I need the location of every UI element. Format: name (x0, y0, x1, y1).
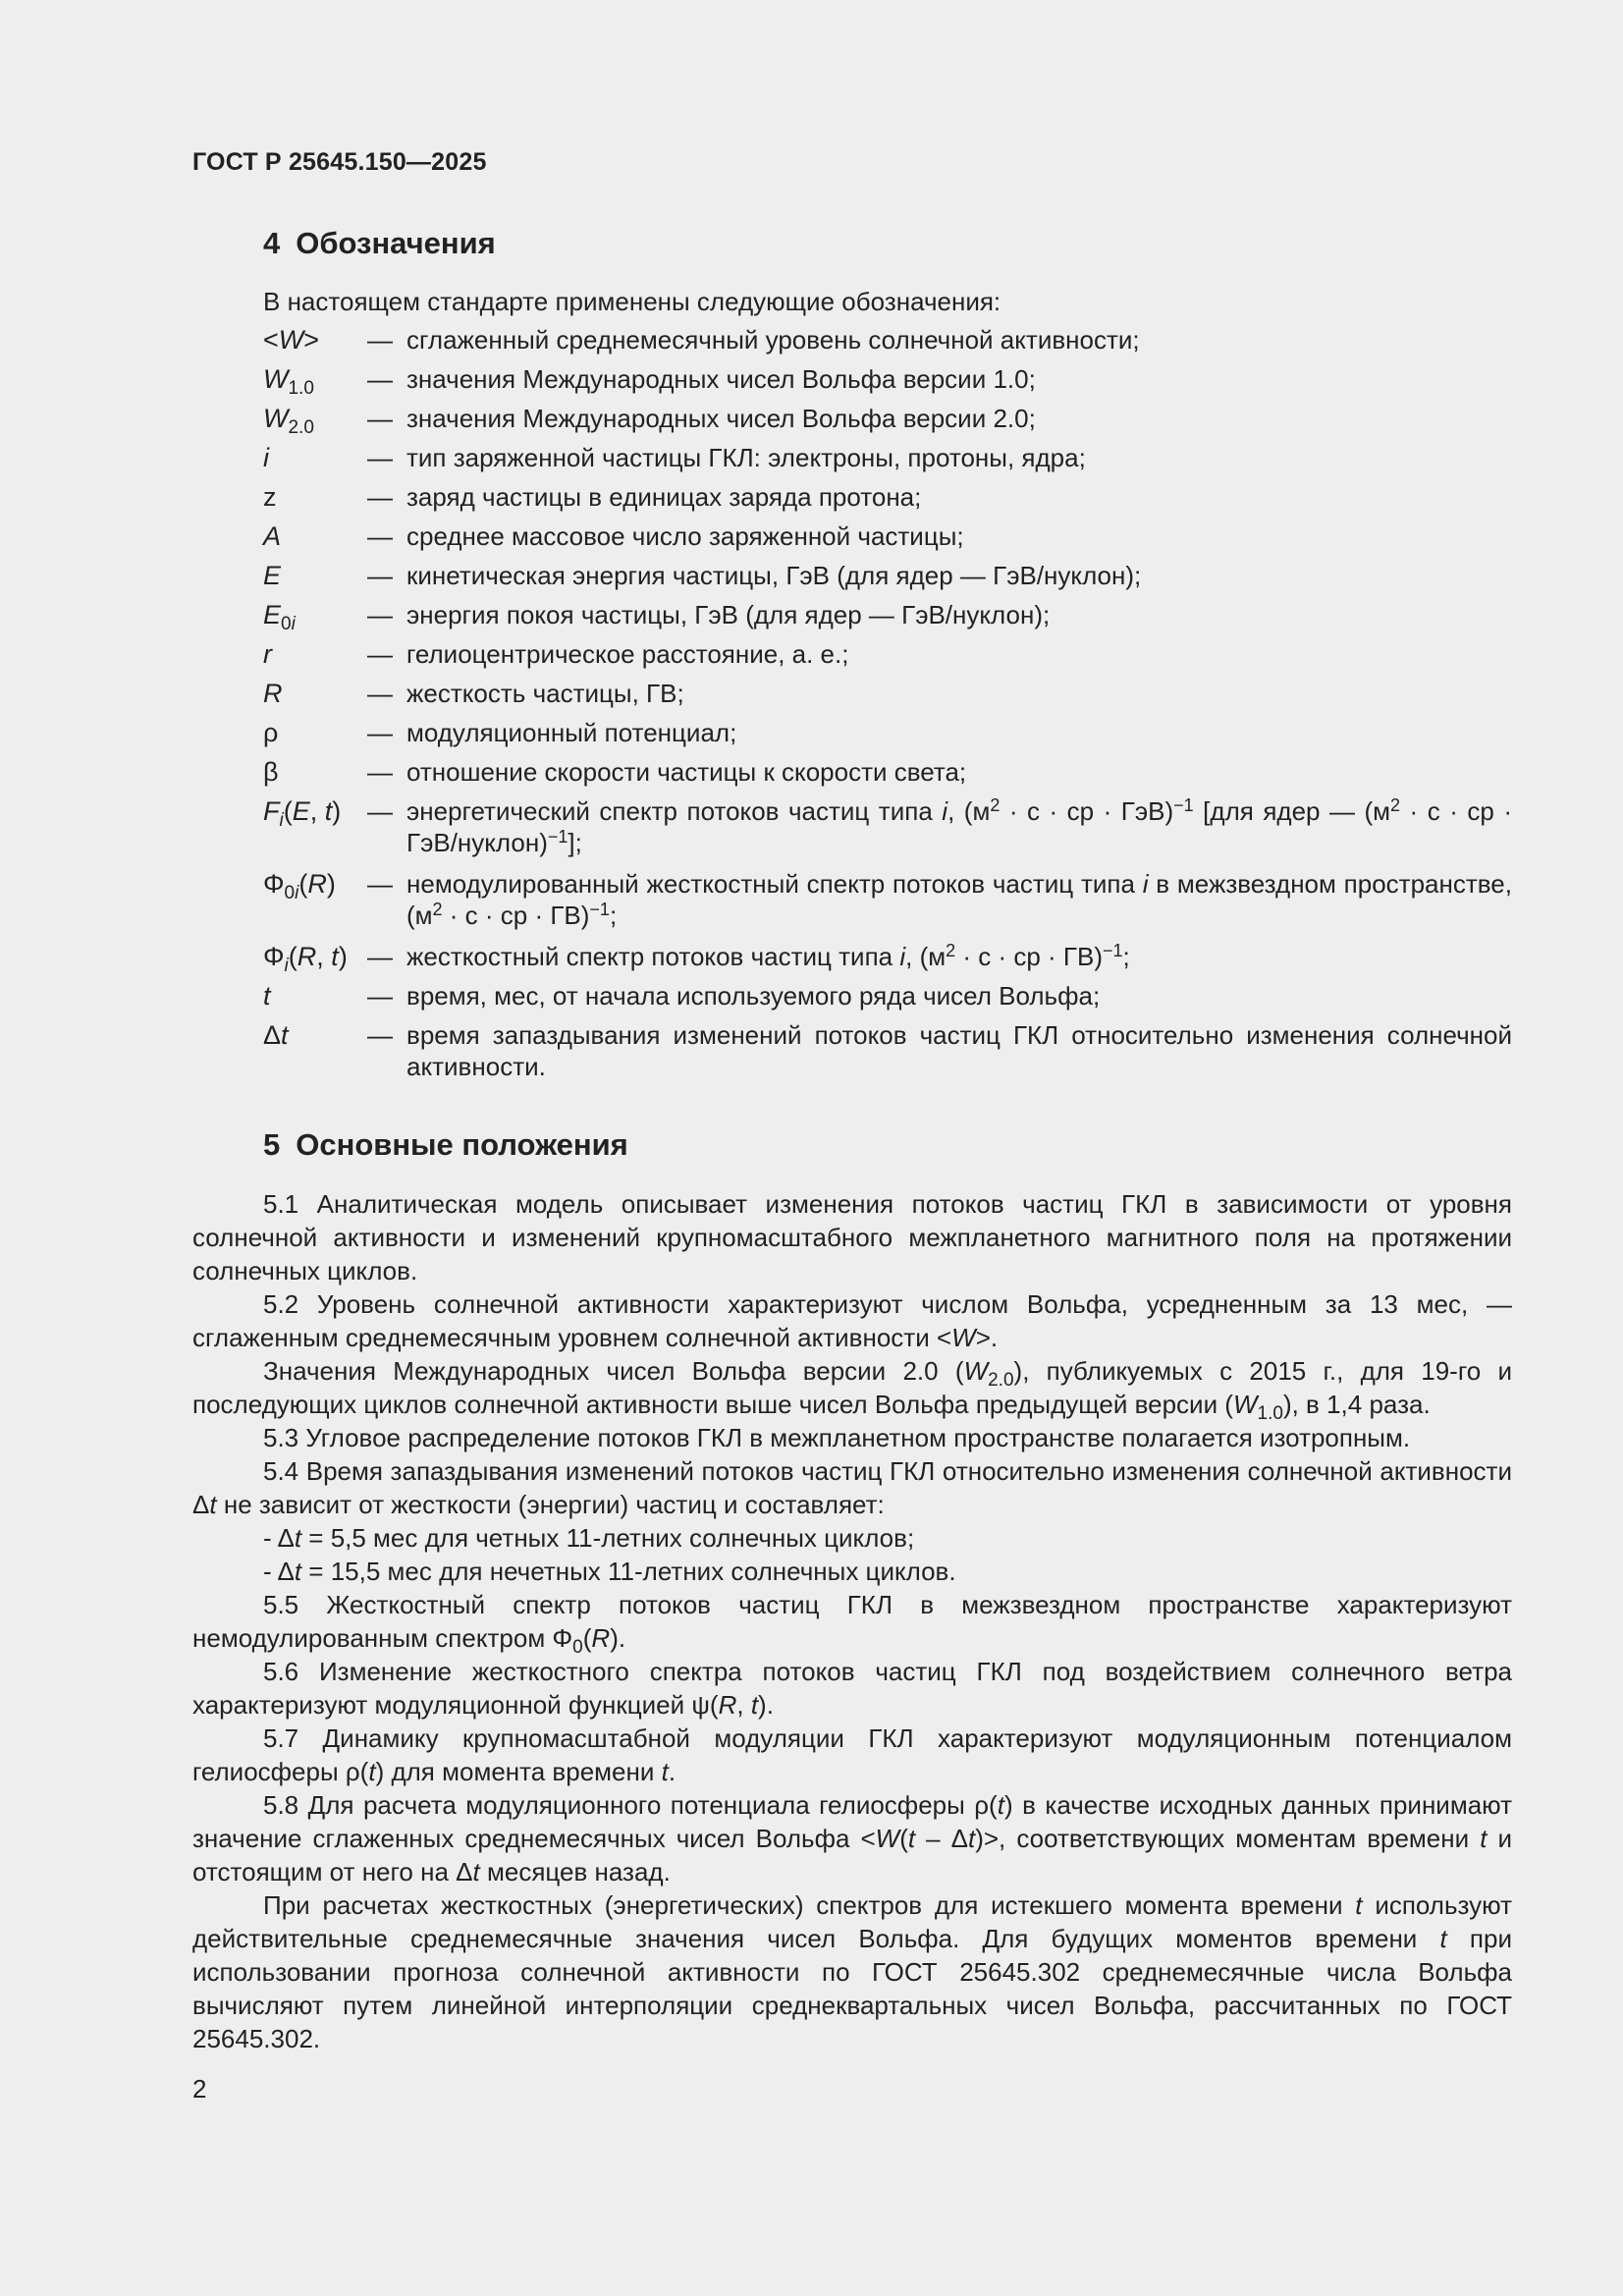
definition-text: немодулированный жесткостный спектр потоков частиц типа i в межзвездном пространстве, ($м^2 \cdot с$ · ср · ГВ)$^{-1}$; (406, 869, 1512, 930)
definition-text: энергетический спектр потоков частиц типа i, ($м^2 \cdot с$ · ср · ГэВ)$^{-1}$ [для ядер — ($м^2 \cdot с$ · ср · ГэВ/нуклон)$^{-1}$]; (406, 795, 1512, 857)
definition-row (263, 717, 1512, 756)
paragraph: 5.7 Динамику крупномасштабной модуляции ГКЛ характеризуют модуляционным потенциалом гелиосферы ρ(t) для момента времени t. (192, 1723, 1512, 1786)
page-number: 2 (192, 2074, 207, 2104)
paragraph: 5.3 Угловое распределение потоков ГКЛ в межпланетном пространстве полагается изотропным. (263, 1423, 1411, 1452)
dash: — (367, 600, 393, 629)
symbol: A (263, 521, 282, 551)
list-item: - Δt = 5,5 мес для четных 11-летних солнечных циклов; (263, 1523, 915, 1553)
dash: — (367, 981, 393, 1011)
dash: — (367, 942, 393, 971)
definition-text: тип заряженной частицы ГКЛ: электроны, протоны, ядра; (406, 443, 1086, 472)
symbol: $E_{0i}$ (263, 600, 296, 634)
symbol: r (263, 639, 272, 669)
definition-row (263, 560, 1512, 599)
definition-row (263, 324, 1512, 363)
section-title: Обозначения (296, 226, 496, 260)
symbol: $F_i(E$, t) (263, 796, 342, 831)
definition-row (263, 363, 1512, 403)
symbol: E (263, 561, 282, 590)
definition-text: отношение скорости частицы к скорости света; (406, 757, 967, 787)
list-item: - Δt = 15,5 мес для нечетных 11-летних солнечных циклов. (263, 1557, 956, 1586)
paragraph: 5.5 Жесткостный спектр потоков частиц ГКЛ в межзвездном пространстве характеризуют немодулированным спектром $\Phi_0(R)$. (192, 1590, 1512, 1658)
symbol: $W_{2.0}$ (263, 404, 314, 438)
section-5-body (192, 1187, 1512, 2055)
symbol: Δt (263, 1020, 289, 1050)
definition-row (263, 868, 1512, 941)
dash: — (367, 443, 393, 472)
paragraph: 5.4 Время запаздывания изменений потоков частиц ГКЛ относительно изменения солнечной активности Δt не зависит от жесткости (энергии) частиц и составляет: (192, 1456, 1512, 1519)
section-number: 4 (263, 226, 281, 260)
dash: — (367, 869, 393, 899)
definition-row (263, 941, 1512, 980)
paragraph: 5.8 Для расчета модуляционного потенциала гелиосферы ρ(t) в качестве исходных данных принимают значение сглаженных среднемесячных чисел Вольфа <W(t – Δt)>, соответствующих моментам времени t и отстоящим от него на Δt месяцев назад. (192, 1790, 1513, 1886)
definition-text: значения Международных чисел Вольфа версии 1.0; (406, 364, 1036, 394)
paragraph: Значения Международных чисел Вольфа версии 2.0 $(W_{2.0})$, публикуемых с 2015 г., для 19-го и последующих циклов солнечной активности выше чисел Вольфа предыдущей версии $(W_{1.0})$, в 1,4 раза. (192, 1356, 1513, 1424)
symbol: $\Phi_{0i}(R)$ (263, 869, 336, 903)
dash: — (367, 521, 393, 551)
definition-text: модуляционный потенциал; (406, 718, 737, 747)
symbol: $\Phi_i(R$, t) (263, 942, 348, 976)
definition-text: жесткость частицы, ГВ; (406, 679, 684, 708)
dash: — (367, 679, 393, 708)
definition-text: значения Международных чисел Вольфа версии 2.0; (406, 404, 1036, 433)
definition-text: кинетическая энергия частицы, ГэВ (для ядер — ГэВ/нуклон); (406, 561, 1142, 590)
dash: — (367, 639, 393, 669)
definition-row (263, 795, 1512, 868)
paragraph: 5.1 Аналитическая модель описывает изменения потоков частиц ГКЛ в зависимости от уровня солнечной активности и изменений крупномасштабного межпланетного магнитного поля на протяжении солнечных циклов. (192, 1189, 1512, 1285)
definition-row (263, 1019, 1512, 1088)
definition-row (263, 520, 1512, 560)
paragraph: 5.2 Уровень солнечной активности характеризуют числом Вольфа, усредненным за 13 мес, — сглаженным среднемесячным уровнем солнечной активности <W>. (192, 1289, 1512, 1352)
definition-row (263, 678, 1512, 717)
standard-header: ГОСТ Р 25645.150—2025 (192, 148, 487, 176)
definition-row (263, 980, 1512, 1019)
dash: — (367, 796, 393, 826)
section-4-heading (263, 226, 496, 261)
dash: — (367, 325, 393, 355)
symbol: $W_{1.0}$ (263, 364, 314, 399)
dash: — (367, 404, 393, 433)
definition-row (263, 638, 1512, 678)
symbol: t (263, 981, 271, 1011)
dash: — (367, 482, 393, 512)
symbol: i (263, 443, 269, 472)
paragraph: 5.6 Изменение жесткостного спектра потоков частиц ГКЛ под воздействием солнечного ветра характеризуют модуляционной функцией ψ(R, t). (192, 1657, 1512, 1720)
definition-text: гелиоцентрическое расстояние, а. е.; (406, 639, 849, 669)
symbol: ρ (263, 718, 279, 747)
symbol: R (263, 679, 283, 708)
definition-text: время запаздывания изменений потоков частиц ГКЛ относительно изменения солнечной активности. (406, 1020, 1512, 1081)
dash: — (367, 718, 393, 747)
dash: — (367, 757, 393, 787)
definition-row (263, 599, 1512, 638)
dash: — (367, 1020, 393, 1050)
definitions-list (263, 324, 1512, 1088)
definition-text: энергия покоя частицы, ГэВ (для ядер — ГэВ/нуклон); (406, 600, 1051, 629)
definition-text: сглаженный среднемесячный уровень солнечной активности; (406, 325, 1140, 355)
dash: — (367, 364, 393, 394)
definition-row (263, 442, 1512, 481)
section-5-heading (263, 1127, 628, 1163)
definition-text: заряд частицы в единицах заряда протона; (406, 482, 922, 512)
definition-row (263, 403, 1512, 442)
dash: — (367, 561, 393, 590)
definition-text: время, мес, от начала используемого ряда чисел Вольфа; (406, 981, 1101, 1011)
definition-text: жесткостный спектр потоков частиц типа i, ($м^2 \cdot с$ · ср · ГВ)$^{-1}$; (406, 941, 1130, 971)
definition-row (263, 481, 1512, 520)
definitions-intro: В настоящем стандарте применены следующие обозначения: (263, 287, 1001, 316)
paragraph: При расчетах жесткостных (энергетических) спектров для истекшего момента времени t используют действительные среднемесячные значения чисел Вольфа. Для будущих моментов времени t при использовании прогноза солнечной активности по ГОСТ 25645.302 среднемесячные числа Вольфа вычисляют путем линейной интерполяции среднеквартальных чисел Вольфа, рассчитанных по ГОСТ 25645.302. (192, 1890, 1512, 2053)
section-title: Основные положения (296, 1127, 628, 1162)
definition-text: среднее массовое число заряженной частицы; (406, 521, 964, 551)
symbol: <W> (263, 325, 320, 355)
symbol: z (263, 482, 277, 512)
section-number: 5 (263, 1127, 281, 1162)
definition-row (263, 756, 1512, 795)
symbol: β (263, 757, 279, 787)
